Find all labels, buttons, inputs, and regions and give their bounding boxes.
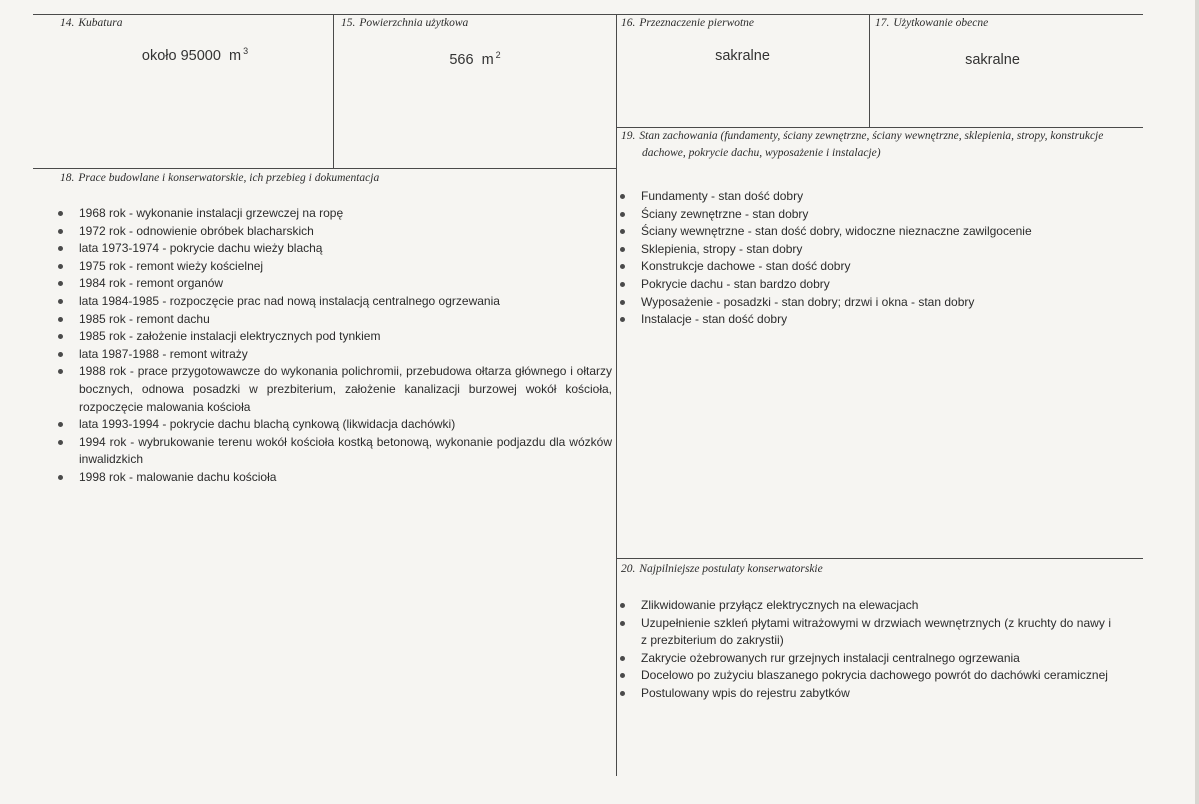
stan-item-konstrukcje: Konstrukcje dachowe - stan dość dobry: [620, 258, 1120, 276]
powierzchnia-label: [341, 15, 468, 32]
uzytkowanie-label: [875, 15, 988, 32]
prace-item-1985-instalacje: 1985 rok - założenie instalacji elektrycznych pod tynkiem: [58, 328, 612, 346]
postulaty-label-text: Najpilniejsze postulaty konserwatorskie: [639, 563, 823, 575]
prace-item-1975: 1975 rok - remont wieży kościelnej: [58, 258, 612, 276]
stan-item-sciany-wewnetrzne: Ściany wewnętrzne - stan dość dobry, widoczne nieznaczne zawilgocenie: [620, 223, 1120, 241]
scan-edge: [1195, 0, 1199, 804]
powierzchnia-label-text: Powierzchnia użytkowa: [359, 17, 469, 29]
postulaty-label: [621, 561, 823, 578]
prace-item-1972: 1972 rok - odnowienie obróbek blacharskich: [58, 223, 612, 241]
powierzchnia-unit: m: [481, 52, 494, 68]
stan-item-sciany-zewnetrzne: Ściany zewnętrzne - stan dobry: [620, 206, 1120, 224]
powierzchnia-unit-exponent: 2: [495, 50, 501, 61]
divider-center: [616, 14, 617, 776]
powierzchnia-number: 15.: [341, 17, 356, 29]
uzytkowanie-label-text: Użytkowanie obecne: [893, 17, 989, 29]
postulat-item-rury: Zakrycie ożebrowanych rur grzejnych instalacji centralnego ogrzewania: [620, 650, 1111, 668]
postulaty-list: [620, 597, 1111, 703]
kubatura-value-text: około 95000: [141, 48, 221, 64]
stan-item-sklepienia: Sklepienia, stropy - stan dobry: [620, 241, 1120, 259]
prace-label: [60, 170, 379, 187]
uzytkowanie-value: sakralne: [965, 52, 1020, 68]
stan-list: [620, 188, 1120, 329]
rule-above-20: [616, 558, 1143, 559]
postulat-item-szklenia: Uzupełnienie szkleń płytami witrażowymi w drzwiach wewnętrznych (z kruchty do nawy i z prezbiterium do zakrystii): [620, 615, 1111, 650]
prace-item-1987: lata 1987-1988 - remont witraży: [58, 346, 612, 364]
divider-16-17: [869, 14, 870, 127]
przeznaczenie-label-text: Przeznaczenie pierwotne: [639, 17, 755, 29]
prace-item-1993: lata 1993-1994 - pokrycie dachu blachą cynkową (likwidacja dachówki): [58, 416, 612, 434]
prace-label-text: Prace budowlane i konserwatorskie, ich przebieg i dokumentacja: [78, 172, 380, 184]
postulaty-number: 20.: [621, 563, 636, 575]
przeznaczenie-label: [621, 15, 754, 32]
stan-item-pokrycie: Pokrycie dachu - stan bardzo dobry: [620, 276, 1120, 294]
prace-item-1994: 1994 rok - wybrukowanie terenu wokół kościoła kostką betonową, wykonanie podjazdu dla wózków inwalidzkich: [58, 434, 612, 469]
prace-item-1985-dach: 1985 rok - remont dachu: [58, 311, 612, 329]
prace-item-1988: 1988 rok - prace przygotowawcze do wykonania polichromii, przebudowa ołtarza głównego i ołtarzy bocznych, odnowa posadzki w prezbiterium, założenie kanalizacji burzowej wokół kościoła, rozpoczęcie malowania kościoła: [58, 363, 612, 416]
rule-above-18: [33, 168, 616, 169]
przeznaczenie-value: sakralne: [715, 48, 770, 64]
stan-label: [621, 128, 1132, 162]
przeznaczenie-number: 16.: [621, 17, 636, 29]
kubatura-label: [60, 15, 122, 32]
stan-number: 19.: [621, 130, 636, 142]
stan-item-fundamenty: Fundamenty - stan dość dobry: [620, 188, 1120, 206]
postulat-item-dachowka: Docelowo po zużyciu blaszanego pokrycia dachowego powrót do dachówki ceramicznej: [620, 667, 1111, 685]
divider-14-15: [333, 14, 334, 168]
prace-list: [58, 205, 612, 487]
kubatura-number: 14.: [60, 17, 75, 29]
uzytkowanie-number: 17.: [875, 17, 890, 29]
powierzchnia-value: [360, 52, 590, 68]
powierzchnia-value-text: 566: [449, 52, 474, 68]
prace-number: 18.: [60, 172, 75, 184]
stan-label-text: Stan zachowania (fundamenty, ściany zewnętrzne, ściany wewnętrzne, sklepienia, stropy, konstrukcje dachowe, pokrycie dachu, wyposażenie i instalacje): [639, 130, 1104, 159]
kubatura-unit: m: [228, 48, 242, 64]
prace-item-1984: 1984 rok - remont organów: [58, 275, 612, 293]
prace-item-1998: 1998 rok - malowanie dachu kościoła: [58, 469, 612, 487]
kubatura-value: [80, 48, 310, 64]
postulat-item-rejestr: Postulowany wpis do rejestru zabytków: [620, 685, 1111, 703]
kubatura-label-text: Kubatura: [78, 17, 123, 29]
prace-item-1973: lata 1973-1974 - pokrycie dachu wieży blachą: [58, 240, 612, 258]
prace-item-1984-1985: lata 1984-1985 - rozpoczęcie prac nad nową instalacją centralnego ogrzewania: [58, 293, 612, 311]
postulat-item-przylacza: Zlikwidowanie przyłącz elektrycznych na elewacjach: [620, 597, 1111, 615]
stan-item-instalacje: Instalacje - stan dość dobry: [620, 311, 1120, 329]
stan-item-wyposazenie: Wyposażenie - posadzki - stan dobry; drzwi i okna - stan dobry: [620, 294, 1120, 312]
prace-item-1968: 1968 rok - wykonanie instalacji grzewczej na ropę: [58, 205, 612, 223]
kubatura-unit-exponent: 3: [243, 46, 249, 57]
